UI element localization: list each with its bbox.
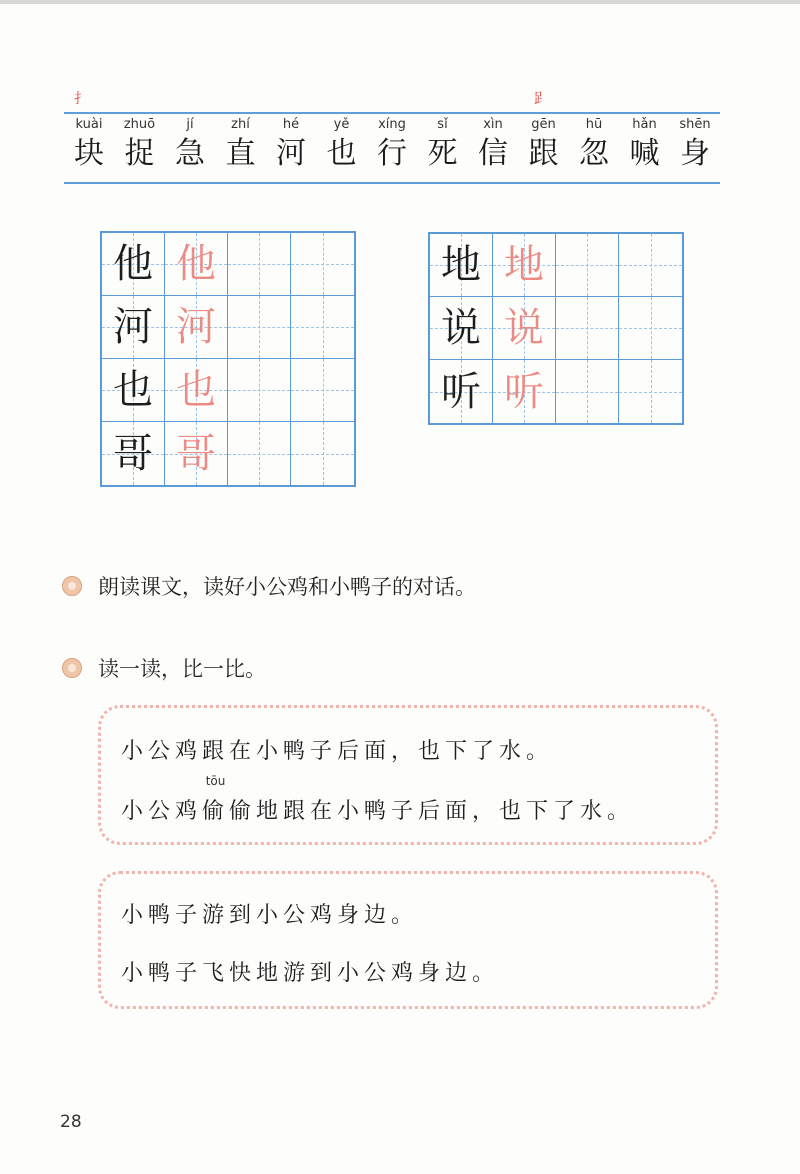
compare-1-sentence-2-end: 偷地跟在小鸭子后面，也下了水。 — [229, 799, 635, 824]
page-number: 28 — [60, 1112, 82, 1132]
grid-cell-empty — [556, 234, 619, 297]
vocab-item — [165, 116, 215, 174]
ruby-char — [202, 774, 230, 825]
exercise-1 — [62, 571, 476, 601]
writing-grid-left — [100, 231, 356, 487]
compare-1-sentence-2-start: 小公鸡 — [121, 799, 203, 824]
trace-character: 说 — [504, 305, 544, 351]
vocab-character: 急 — [175, 136, 205, 171]
grid-cell-empty — [291, 359, 354, 422]
vocab-character: 捉 — [124, 136, 155, 171]
grid-cell-trace — [165, 296, 228, 359]
grid-cell-empty — [291, 422, 354, 485]
ruby-base: 偷 — [202, 799, 230, 824]
vocab-top-rule — [64, 112, 720, 114]
grid-cell-empty — [556, 297, 619, 360]
vocab-item — [468, 116, 518, 174]
vocab-pinyin: jí — [186, 117, 194, 132]
vocab-character: 身 — [680, 136, 710, 171]
vocab-item — [670, 116, 720, 174]
radical-mark-foot: 𧾷 — [534, 91, 548, 107]
model-character: 河 — [113, 304, 153, 350]
vocab-character: 死 — [427, 136, 458, 171]
grid-cell-model — [102, 233, 165, 296]
trace-character: 听 — [504, 368, 544, 415]
vocab-pinyin: shēn — [679, 117, 711, 132]
grid-cell-trace — [493, 297, 556, 360]
exercise-2-text: 读一读，比一比。 — [98, 657, 266, 681]
vocab-character: 直 — [225, 136, 256, 171]
compare-1-sentence-1: 小公鸡跟在小鸭子后面，也下了水。 — [121, 739, 554, 764]
vocab-pinyin: yě — [333, 117, 350, 132]
grid-cell-empty — [228, 422, 291, 485]
grid-cell-empty — [291, 296, 354, 359]
exercise-1-text: 朗读课文，读好小公鸡和小鸭子的对话。 — [98, 575, 476, 599]
vocab-pinyin: kuài — [75, 117, 103, 132]
grid-cell-empty — [619, 297, 682, 360]
vocab-item — [317, 116, 367, 174]
vocab-item — [569, 116, 619, 174]
model-character: 哥 — [113, 430, 153, 477]
grid-cell-model — [430, 360, 493, 423]
trace-character: 河 — [176, 304, 216, 350]
vocab-item — [519, 116, 569, 174]
vocab-item — [266, 116, 316, 174]
grid-cell-empty — [619, 360, 682, 423]
vocab-character: 忽 — [579, 136, 609, 171]
radical-mark-hand: 扌 — [74, 91, 88, 107]
vocab-pinyin: zhí — [231, 117, 250, 132]
vocab-character: 也 — [326, 136, 357, 171]
grid-cell-empty — [291, 233, 354, 296]
model-character: 他 — [113, 241, 153, 287]
grid-cell-empty — [228, 359, 291, 422]
vocab-character: 跟 — [528, 136, 559, 171]
grid-cell-trace — [493, 360, 556, 423]
writing-grid-right — [428, 232, 684, 425]
vocab-pinyin: xíng — [378, 117, 406, 132]
vocab-item — [367, 116, 417, 174]
vocab-pinyin: hǎn — [632, 117, 657, 132]
compare-box-2 — [98, 871, 718, 1009]
exercise-2 — [62, 653, 266, 683]
grid-cell-model — [430, 234, 493, 297]
vocab-character: 河 — [276, 136, 306, 171]
model-character: 也 — [113, 367, 153, 413]
grid-cell-model — [102, 422, 165, 485]
vocab-character: 行 — [377, 136, 407, 171]
compare-box-1 — [98, 705, 718, 845]
ruby-pinyin: tōu — [205, 774, 226, 788]
grid-cell-empty — [556, 360, 619, 423]
grid-cell-empty — [228, 233, 291, 296]
vocab-pinyin: xìn — [483, 117, 503, 132]
compare-2-sentence-1: 小鸭子游到小公鸡身边。 — [121, 903, 419, 928]
compare-1-sentence-2 — [121, 774, 635, 825]
grid-cell-empty — [228, 296, 291, 359]
trace-character: 哥 — [176, 430, 216, 477]
grid-cell-trace — [165, 422, 228, 485]
trace-character: 地 — [504, 242, 544, 288]
trace-character: 他 — [176, 241, 216, 287]
vocabulary-strip — [64, 88, 720, 188]
vocab-item — [418, 116, 468, 174]
vocab-pinyin: gēn — [531, 117, 556, 132]
vocab-pinyin: hū — [585, 117, 603, 132]
vocab-item — [620, 116, 670, 174]
vocab-character: 喊 — [629, 136, 660, 171]
vocab-pinyin: zhuō — [123, 117, 156, 132]
vocab-pinyin: sǐ — [437, 117, 448, 132]
grid-cell-model — [430, 297, 493, 360]
grid-cell-model — [102, 359, 165, 422]
grid-cell-trace — [165, 359, 228, 422]
trace-character: 也 — [176, 367, 216, 413]
vocab-character: 块 — [74, 136, 104, 171]
compare-2-sentence-2: 小鸭子飞快地游到小公鸡身边。 — [121, 961, 500, 986]
vocab-character: 信 — [478, 136, 508, 171]
model-character: 地 — [441, 242, 481, 288]
vocab-item — [216, 116, 266, 174]
model-character: 听 — [441, 368, 481, 415]
vocab-pinyin: hé — [282, 117, 300, 132]
grid-cell-model — [102, 296, 165, 359]
vocab-list — [64, 116, 720, 174]
grid-cell-trace — [493, 234, 556, 297]
exercise-badge-icon — [62, 658, 82, 678]
vocab-item — [64, 116, 114, 174]
exercise-badge-icon — [62, 576, 82, 596]
page-top-edge — [0, 0, 800, 4]
grid-cell-empty — [619, 234, 682, 297]
model-character: 说 — [441, 305, 481, 351]
grid-cell-trace — [165, 233, 228, 296]
vocab-bottom-rule — [64, 182, 720, 184]
vocab-item — [115, 116, 165, 174]
